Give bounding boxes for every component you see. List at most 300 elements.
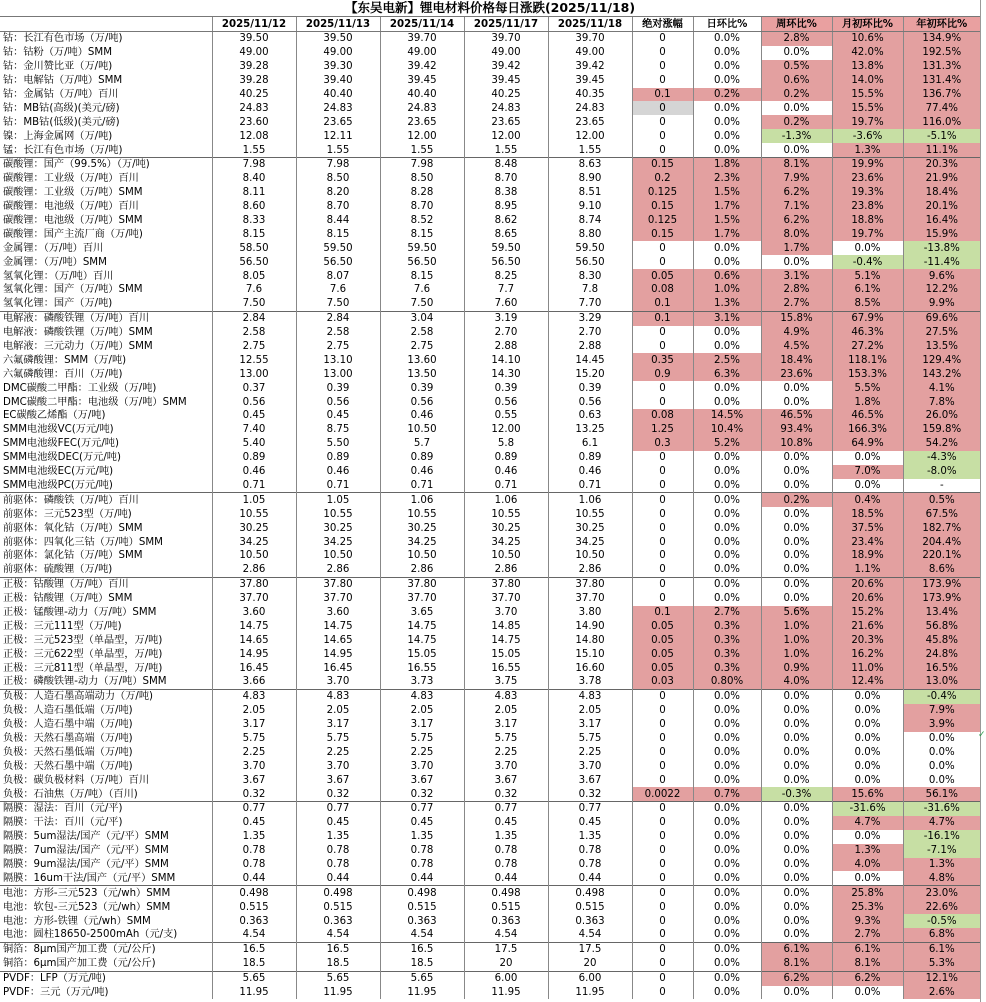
table-cell: 39.42 [380, 60, 464, 74]
row-label: 电解液：三元动力（万/吨）SMM [3, 341, 153, 353]
table-cell: 0.03 [632, 675, 693, 689]
table-cell: -31.6% [832, 801, 903, 815]
table-cell: 0.0% [693, 535, 761, 549]
table-cell: 18.5 [212, 957, 296, 971]
table-cell: 0.78 [548, 858, 632, 872]
table-cell: 3.70 [296, 675, 380, 689]
table-cell: 0.05 [632, 619, 693, 633]
table-cell: 39.28 [212, 60, 296, 74]
table-cell: 0 [632, 32, 693, 46]
table-cell: 18.5 [296, 957, 380, 971]
table-cell: 5.40 [212, 437, 296, 451]
table-cell: 0.0% [693, 886, 761, 900]
table-cell: 10.55 [464, 507, 548, 521]
table-cell: -8.0% [903, 465, 980, 479]
table-cell: 0.46 [212, 465, 296, 479]
table-cell: 2.75 [296, 340, 380, 354]
table-cell: 46.5% [761, 409, 832, 423]
table-row [0, 143, 980, 157]
table-cell: 1.55 [296, 143, 380, 157]
table-cell: 13.8% [832, 60, 903, 74]
row-label: 正极：钴酸锂（万/吨）百川 [0, 577, 212, 591]
table-row [0, 689, 980, 703]
table-cell: 0.0% [693, 451, 761, 465]
table-cell: 1.35 [212, 830, 296, 844]
table-cell: 0 [632, 255, 693, 269]
table-cell: 39.42 [464, 60, 548, 74]
table-cell: 15.10 [548, 647, 632, 661]
table-row [0, 521, 980, 535]
table-cell: 1.8% [693, 158, 761, 172]
table-cell: 14.75 [380, 633, 464, 647]
table-cell: 16.55 [464, 661, 548, 675]
table-cell: 42.0% [832, 46, 903, 60]
table-cell: 0 [632, 886, 693, 900]
table-cell: 37.80 [380, 577, 464, 591]
table-cell: 8.48 [464, 158, 548, 172]
table-cell: 49.00 [548, 46, 632, 60]
table-cell: 39.42 [548, 60, 632, 74]
column-header: 绝对涨幅 [632, 17, 693, 32]
table-cell: 1.05 [296, 493, 380, 507]
table-cell: -0.4% [832, 255, 903, 269]
table-cell: 2.5% [693, 353, 761, 367]
table-cell: 0.0% [761, 900, 832, 914]
table-cell: 8.65 [464, 227, 548, 241]
table-cell: 0.0% [693, 479, 761, 493]
row-label: 电池：软包-三元523（元/wh）SMM [3, 901, 171, 913]
table-cell: 15.9% [903, 227, 980, 241]
row-label: 隔膜：7um湿法/国产（元/平）SMM [3, 845, 169, 857]
table-cell: 39.70 [380, 32, 464, 46]
column-header: 2025/11/12 [212, 17, 296, 32]
table-cell: 15.05 [380, 647, 464, 661]
table-cell: -0.3% [761, 787, 832, 801]
table-cell: 0.0% [693, 465, 761, 479]
table-cell: 0.45 [212, 409, 296, 423]
table-cell: 1.3% [693, 297, 761, 311]
table-row [0, 647, 980, 661]
table-cell: 2.86 [296, 563, 380, 577]
table-cell: 0.6% [761, 74, 832, 88]
table-row [0, 437, 980, 451]
table-row [0, 200, 980, 214]
table-cell: 8.40 [212, 172, 296, 186]
table-cell: 0.0% [693, 241, 761, 255]
table-cell: 0 [632, 942, 693, 956]
table-cell: 0.363 [212, 914, 296, 928]
table-cell: 0.0% [693, 759, 761, 773]
table-cell: 3.1% [761, 269, 832, 283]
table-cell: -11.4% [903, 255, 980, 269]
table-cell: 12.00 [548, 129, 632, 143]
table-cell: 1.7% [761, 241, 832, 255]
table-cell: 2.8% [761, 283, 832, 297]
table-cell: 0.56 [380, 395, 464, 409]
row-label: 六氟磷酸锂：百川（万/吨) [3, 368, 123, 380]
table-cell: 0 [632, 957, 693, 971]
table-cell: 7.40 [212, 423, 296, 437]
table-cell: 0.0% [761, 507, 832, 521]
table-cell: 8.62 [464, 214, 548, 228]
table-cell: 0.44 [296, 871, 380, 885]
row-label: 氢氧化锂：国产（万/吨) [3, 298, 113, 310]
table-cell: 2.6% [903, 986, 980, 1000]
table-cell: 0.0% [693, 521, 761, 535]
table-cell: - [903, 479, 980, 493]
row-label: 金属锂：（万/吨）SMM [3, 256, 107, 268]
table-cell: 0 [632, 129, 693, 143]
table-cell: 0.9% [761, 661, 832, 675]
table-cell: 0.0% [693, 129, 761, 143]
table-cell: 3.65 [380, 606, 464, 620]
table-cell: 9.9% [903, 297, 980, 311]
row-label: 电解液：磷酸铁锂（万/吨）百川 [0, 311, 212, 325]
table-cell: 129.4% [903, 353, 980, 367]
table-cell: 1.55 [212, 143, 296, 157]
table-cell: 0.0% [693, 801, 761, 815]
table-cell: 5.75 [380, 732, 464, 746]
table-cell: 0.37 [212, 381, 296, 395]
row-label: SMM电池级DEC(万元/吨) [3, 452, 121, 464]
table-cell: 11.95 [548, 986, 632, 1000]
table-cell: 2.88 [464, 340, 548, 354]
table-cell: 19.7% [832, 227, 903, 241]
table-cell: 59.50 [548, 241, 632, 255]
table-cell: 2.05 [548, 704, 632, 718]
table-cell: 0.78 [380, 858, 464, 872]
table-cell: 8.70 [380, 200, 464, 214]
table-row [0, 46, 980, 60]
table-cell: 0.46 [548, 465, 632, 479]
table-cell: 0.0% [761, 465, 832, 479]
table-cell: 8.80 [548, 227, 632, 241]
table-cell: 5.1% [832, 269, 903, 283]
table-cell: 16.5 [380, 942, 464, 956]
table-row [0, 381, 980, 395]
table-cell: 0.4% [832, 493, 903, 507]
table-cell: 0.44 [212, 871, 296, 885]
table-cell: 12.00 [464, 423, 548, 437]
table-cell: 0.1 [632, 311, 693, 325]
table-cell: 0.39 [548, 381, 632, 395]
table-row [0, 227, 980, 241]
table-cell: 10.50 [464, 549, 548, 563]
table-cell: 0.125 [632, 186, 693, 200]
table-row [0, 971, 980, 985]
table-cell: 9.6% [903, 269, 980, 283]
row-label: 碳酸锂：工业级（万/吨）百川 [3, 173, 139, 185]
table-cell: 8.0% [761, 227, 832, 241]
table-cell: 39.50 [212, 32, 296, 46]
table-row [0, 928, 980, 942]
table-cell: 6.1 [548, 437, 632, 451]
table-cell: 3.73 [380, 675, 464, 689]
table-cell: 69.6% [903, 311, 980, 325]
table-cell: 0.0% [693, 986, 761, 1000]
table-cell: 30.25 [464, 521, 548, 535]
table-cell: 2.86 [212, 563, 296, 577]
row-label: 前驱体：硫酸锂（万/吨) [3, 564, 113, 576]
table-cell: 10.50 [212, 549, 296, 563]
table-cell: 0 [632, 830, 693, 844]
table-cell: 8.50 [380, 172, 464, 186]
table-cell: 16.5% [903, 661, 980, 675]
table-cell: 8.6% [903, 563, 980, 577]
table-cell: 8.05 [212, 269, 296, 283]
table-cell: 0.7% [693, 787, 761, 801]
table-cell: 8.33 [212, 214, 296, 228]
table-cell: 0.0% [693, 900, 761, 914]
table-cell: 3.70 [380, 759, 464, 773]
table-cell: 30.25 [380, 521, 464, 535]
table-cell: 0.77 [380, 801, 464, 815]
table-cell: 2.70 [548, 326, 632, 340]
table-cell: 143.2% [903, 367, 980, 381]
table-cell: 77.4% [903, 101, 980, 115]
table-cell: 21.9% [903, 172, 980, 186]
table-cell: 23.6% [832, 172, 903, 186]
table-cell: 0 [632, 535, 693, 549]
table-cell: 1.3% [903, 858, 980, 872]
table-cell: 27.5% [903, 326, 980, 340]
table-cell: 0.0% [693, 46, 761, 60]
table-row [0, 340, 980, 354]
row-label: 负极：天然石墨低端（万/吨) [3, 746, 133, 758]
table-cell: 37.70 [464, 592, 548, 606]
table-row [0, 718, 980, 732]
table-cell: 8.11 [212, 186, 296, 200]
table-cell: 0 [632, 479, 693, 493]
table-row [0, 241, 980, 255]
table-cell: 0.363 [464, 914, 548, 928]
table-cell: 2.86 [464, 563, 548, 577]
table-cell: 2.05 [212, 704, 296, 718]
row-label: 正极：钴酸锂（万/吨）SMM [3, 593, 133, 605]
table-cell: 7.7 [464, 283, 548, 297]
table-cell: 0 [632, 143, 693, 157]
table-cell: 14.90 [548, 619, 632, 633]
table-cell: 3.60 [296, 606, 380, 620]
table-cell: -3.6% [832, 129, 903, 143]
table-cell: 0.08 [632, 409, 693, 423]
table-cell: 14.65 [212, 633, 296, 647]
table-cell: 1.25 [632, 423, 693, 437]
table-cell: 39.70 [464, 32, 548, 46]
row-label: DMC碳酸二甲酯：工业级（万/吨) [3, 382, 157, 394]
table-cell: 8.70 [464, 172, 548, 186]
table-cell: 2.70 [464, 326, 548, 340]
table-cell: 59.50 [296, 241, 380, 255]
table-cell: 5.65 [296, 971, 380, 985]
table-cell: 0.1 [632, 297, 693, 311]
table-cell: 5.75 [464, 732, 548, 746]
table-cell: 3.70 [464, 759, 548, 773]
table-cell: 0.0% [693, 773, 761, 787]
table-cell: 2.25 [464, 745, 548, 759]
table-cell: 204.4% [903, 535, 980, 549]
table-cell: 0.45 [548, 816, 632, 830]
table-cell: 0.0% [693, 830, 761, 844]
table-cell: 0.0% [832, 479, 903, 493]
table-cell: 8.20 [296, 186, 380, 200]
table-cell: 4.5% [761, 340, 832, 354]
table-cell: 20.1% [903, 200, 980, 214]
table-cell: 0.05 [632, 661, 693, 675]
table-cell: 18.4% [761, 353, 832, 367]
table-cell: 13.0% [903, 675, 980, 689]
table-cell: 1.06 [464, 493, 548, 507]
table-cell: 3.70 [548, 759, 632, 773]
table-cell: 0.77 [464, 801, 548, 815]
table-cell: 0.0% [693, 844, 761, 858]
table-cell: 0.498 [380, 886, 464, 900]
table-cell: 0.78 [212, 844, 296, 858]
table-cell: 0 [632, 101, 693, 115]
table-row [0, 367, 980, 381]
table-cell: -1.3% [761, 129, 832, 143]
table-cell: 24.83 [548, 101, 632, 115]
table-cell: 1.0% [761, 633, 832, 647]
row-label: DMC碳酸二甲酯：电池级（万/吨）SMM [3, 396, 187, 408]
table-cell: 0.0% [761, 143, 832, 157]
table-cell: 2.05 [380, 704, 464, 718]
table-cell: 14.95 [212, 647, 296, 661]
table-cell: 10.55 [296, 507, 380, 521]
table-row [0, 577, 980, 591]
table-cell: 0.0% [761, 886, 832, 900]
table-cell: 0 [632, 759, 693, 773]
table-cell: -0.5% [903, 914, 980, 928]
table-cell: 0.3% [693, 647, 761, 661]
row-label: 前驱体：氧化钴（万/吨）SMM [3, 522, 143, 534]
table-cell: 23.65 [548, 115, 632, 129]
table-cell: 46.3% [832, 326, 903, 340]
row-label: 负极：人造石墨高端动力（万/吨) [0, 689, 212, 703]
table-cell: 46.5% [832, 409, 903, 423]
table-cell: 18.5% [832, 507, 903, 521]
table-cell: 0 [632, 451, 693, 465]
table-cell: 14.75 [380, 619, 464, 633]
table-cell: 0 [632, 577, 693, 591]
row-label: 铜箔：6μm国产加工费（元/公斤) [3, 958, 156, 970]
table-row [0, 830, 980, 844]
table-cell: 4.54 [464, 928, 548, 942]
table-cell: 20.6% [832, 592, 903, 606]
table-cell: 0.0% [693, 928, 761, 942]
table-cell: 37.70 [212, 592, 296, 606]
table-row [0, 88, 980, 102]
table-cell: 1.7% [693, 200, 761, 214]
table-cell: 0.05 [632, 633, 693, 647]
table-cell: 0.0% [761, 928, 832, 942]
table-cell: 13.50 [380, 367, 464, 381]
table-cell: 4.83 [464, 689, 548, 703]
table-cell: 8.75 [296, 423, 380, 437]
row-label: 负极：天然石墨中端（万/吨) [3, 760, 133, 772]
table-cell: 3.17 [548, 718, 632, 732]
table-cell: 40.25 [464, 88, 548, 102]
table-cell: 5.6% [761, 606, 832, 620]
table-cell: 34.25 [464, 535, 548, 549]
table-cell: 8.52 [380, 214, 464, 228]
table-cell: 0.6% [693, 269, 761, 283]
table-cell: 0.2 [632, 172, 693, 186]
table-cell: 0.0% [903, 732, 980, 746]
table-cell: 37.70 [548, 592, 632, 606]
table-cell: 0.0% [693, 115, 761, 129]
table-cell: 0.0% [761, 986, 832, 1000]
table-cell: 4.54 [212, 928, 296, 942]
column-header: 2025/11/13 [296, 17, 380, 32]
table-row [0, 914, 980, 928]
row-label: 前驱体：三元523型（万/吨) [3, 508, 132, 520]
table-cell: -0.4% [903, 689, 980, 703]
table-cell: 2.84 [296, 311, 380, 325]
table-cell: 0.0% [693, 340, 761, 354]
table-cell: 1.5% [693, 186, 761, 200]
table-cell: 0.0% [693, 971, 761, 985]
header-row [0, 17, 980, 32]
table-cell: 5.65 [212, 971, 296, 985]
table-cell: 0.0% [761, 718, 832, 732]
table-cell: 10.55 [212, 507, 296, 521]
table-cell: 34.25 [212, 535, 296, 549]
table-cell: 0.0% [693, 326, 761, 340]
table-cell: 8.60 [212, 200, 296, 214]
table-cell: 23.0% [903, 886, 980, 900]
table-cell: 116.0% [903, 115, 980, 129]
table-cell: 12.4% [832, 675, 903, 689]
row-label: 锰：长江有色市场（万/吨) [3, 144, 123, 156]
row-label: 六氟磷酸锂：SMM（万/吨) [3, 354, 127, 366]
table-cell: 4.83 [296, 689, 380, 703]
table-row [0, 942, 980, 956]
table-cell: 37.80 [212, 577, 296, 591]
table-cell: 7.8 [548, 283, 632, 297]
table-row [0, 465, 980, 479]
table-cell: 3.1% [693, 311, 761, 325]
row-label: 隔膜：9um湿法/国产（元/平）SMM [3, 858, 169, 870]
table-cell: 15.20 [548, 367, 632, 381]
table-cell: 2.8% [761, 32, 832, 46]
table-cell: 4.83 [380, 689, 464, 703]
table-row [0, 507, 980, 521]
table-cell: 4.1% [903, 381, 980, 395]
table-cell: 8.1% [761, 158, 832, 172]
table-cell: 19.9% [832, 158, 903, 172]
table-cell: 8.1% [761, 957, 832, 971]
table-cell: 0.0% [761, 745, 832, 759]
row-label: PVDF：LFP（万元/吨) [0, 971, 212, 985]
table-cell: 0 [632, 704, 693, 718]
table-cell: 67.5% [903, 507, 980, 521]
row-label: 负极：碳负极材料（万/吨）百川 [3, 774, 150, 786]
table-cell: 4.9% [761, 326, 832, 340]
table-cell: 0.0% [761, 549, 832, 563]
table-cell: 15.05 [464, 647, 548, 661]
table-cell: 6.00 [548, 971, 632, 985]
table-cell: 131.3% [903, 60, 980, 74]
table-cell: 17.5 [548, 942, 632, 956]
table-cell: 8.1% [832, 957, 903, 971]
table-cell: 2.25 [296, 745, 380, 759]
table-cell: 8.15 [380, 269, 464, 283]
row-label: SMM电池级EC(万元/吨) [3, 466, 114, 478]
table-title: 【东吴电新】锂电材料价格每日涨跌(2025/11/18) [344, 0, 636, 15]
table-cell: 3.78 [548, 675, 632, 689]
row-label: 氢氧化锂：（万/吨）百川 [3, 270, 114, 282]
